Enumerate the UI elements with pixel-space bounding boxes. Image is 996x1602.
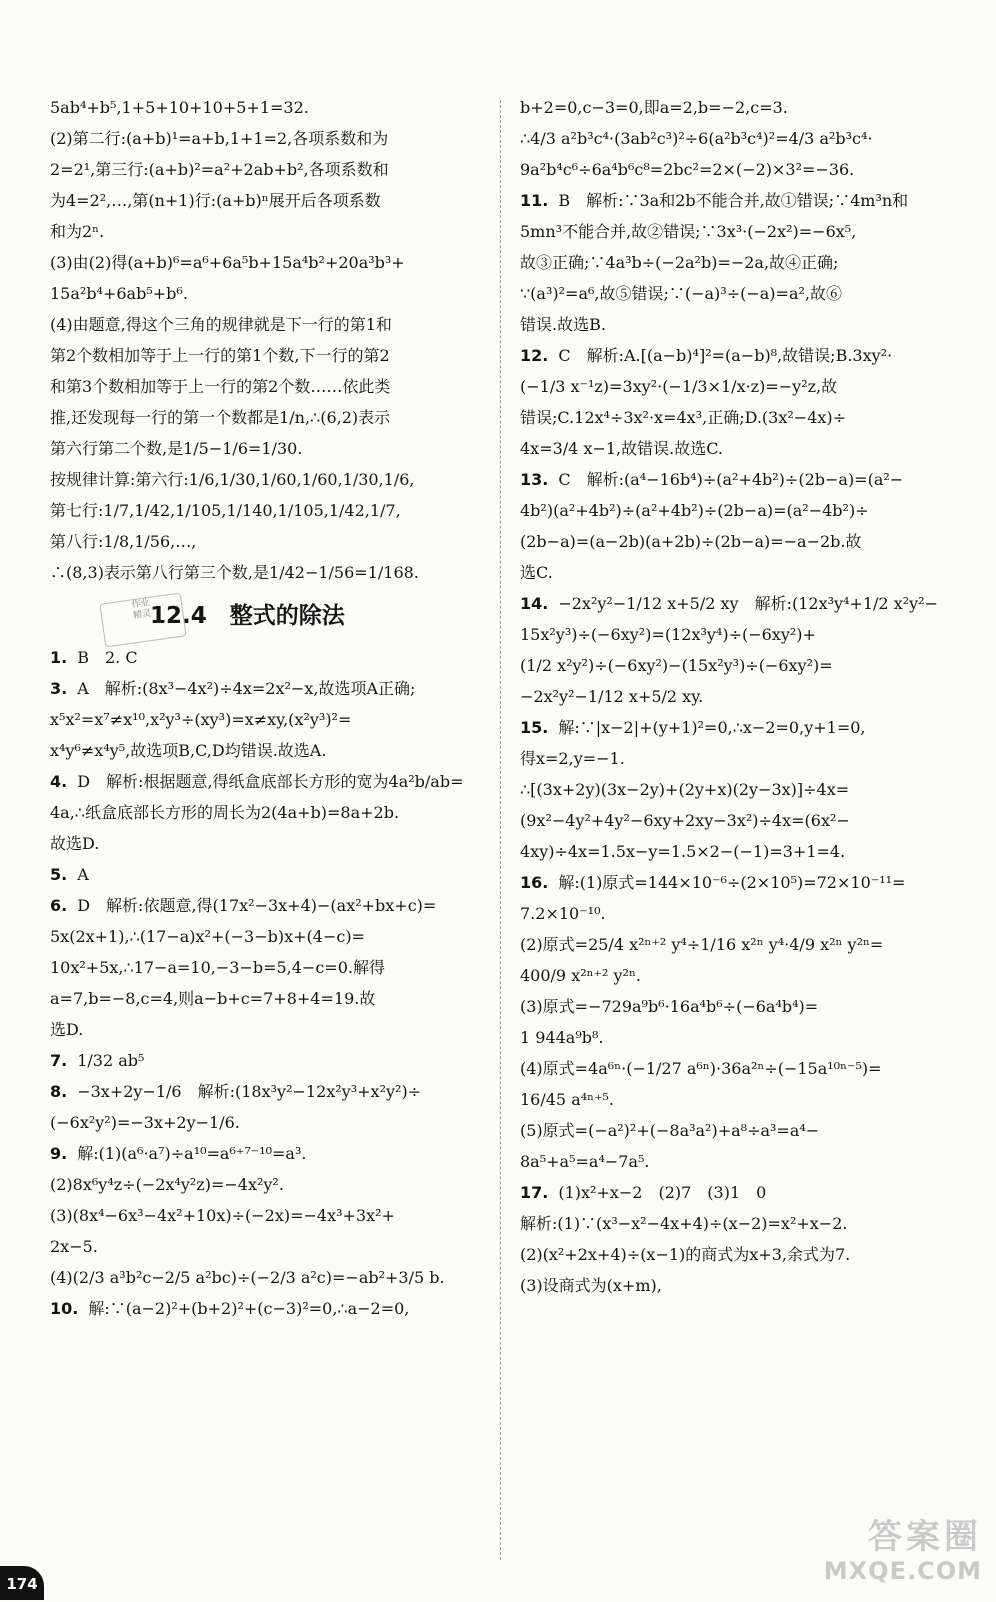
answer-first-line — [50, 766, 488, 797]
section-title: 12.4 整式的除法 — [150, 603, 345, 629]
question-number: 15. — [520, 718, 549, 737]
answer-text: A 解析:(8x³−4x²)÷4x=2x²−x,故选项A正确; — [77, 679, 416, 698]
answer-text: x⁴y⁶≠x⁴y⁵,故选项B,C,D均错误.故选A. — [50, 741, 327, 760]
answer-text: 解:∵(a−2)²+(b+2)²+(c−3)²=0,∴a−2=0, — [88, 1299, 410, 1318]
answer-text: −3x+2y−1/6 解析:(18x³y²−12x²y³+x²y²)÷ — [77, 1082, 422, 1101]
text-line: 和第3个数相加等于上一行的第2个数……依此类 — [50, 377, 391, 396]
answer-text: A — [77, 865, 89, 884]
continuation-block — [520, 92, 968, 185]
answer-text: 2x−5. — [50, 1237, 98, 1256]
text-line: 5ab⁴+b⁵,1+5+10+10+5+1=32. — [50, 98, 309, 117]
answer-item — [520, 1177, 968, 1301]
answer-text: ∵(a³)²=a⁶,故⑤错误;∵(−a)³÷(−a)=a²,故⑥ — [520, 284, 842, 303]
answer-text: x⁵x²=x⁷≠x¹⁰,x²y³÷(xy³)=x≠xy,(x²y³)²= — [50, 710, 352, 729]
answer-text: 得x=2,y=−1. — [520, 749, 625, 768]
text-line: 推,还发现每一行的第一个数都是1/n,∴(6,2)表示 — [50, 408, 391, 427]
answer-text: 选D. — [50, 1020, 84, 1039]
answer-text: 故选D. — [50, 834, 100, 853]
text-line: (3)由(2)得(a+b)⁶=a⁶+6a⁵b+15a⁴b²+20a³b³+ — [50, 253, 405, 272]
text-line: ∴4/3 a²b³c⁴·(3ab²c³)²÷6(a²b³c⁴)²=4/3 a²b³c⁴· — [520, 129, 873, 148]
question-number: 14. — [520, 594, 549, 613]
answer-item — [520, 340, 968, 464]
answer-text: (−1/3 x⁻¹z)=3xy²·(−1/3×1/x·z)=−y²z,故 — [520, 377, 838, 396]
answer-text: 4b²)(a²+4b²)÷(a²+4b²)÷(2b−a)=(a²−4b²)÷ — [520, 501, 869, 520]
answer-first-line — [520, 588, 968, 619]
answer-text: B 解析:∵3a和2b不能合并,故①错误;∵4m³n和 — [558, 191, 909, 210]
answer-text: 4xy)÷4x=1.5x−y=1.5×2−(−1)=3+1=4. — [520, 842, 846, 861]
answer-text: 5x(2x+1),∴(17−a)x²+(−3−b)x+(4−c)= — [50, 927, 365, 946]
answer-item — [520, 185, 968, 340]
answer-first-line — [50, 1045, 488, 1076]
answer-text: (4)(2/3 a³b²c−2/5 a²bc)÷(−2/3 a²c)=−ab²+3/5 b. — [50, 1268, 445, 1287]
answer-text: D 解析:根据题意,得纸盒底部长方形的宽为4a²b/ab= — [77, 772, 464, 791]
answer-text: 错误.故选B. — [520, 315, 606, 334]
answer-text: 解:∵|x−2|+(y+1)²=0,∴x−2=0,y+1=0, — [558, 718, 866, 737]
answer-item — [50, 859, 488, 890]
answer-text: 4x=3/4 x−1,故错误.故选C. — [520, 439, 723, 458]
answer-first-line — [520, 867, 968, 898]
answer-text: 解:(1)(a⁶·a⁷)÷a¹⁰=a⁶⁺⁷⁻¹⁰=a³. — [77, 1144, 307, 1163]
answer-text: (3)原式=−729a⁹b⁶·16a⁴b⁶÷(−6a⁴b⁴)= — [520, 997, 819, 1016]
question-number: 10. — [50, 1299, 79, 1318]
answer-item — [50, 642, 488, 673]
answer-text: (3)设商式为(x+m), — [520, 1276, 662, 1295]
answer-first-line — [50, 1076, 488, 1107]
answer-text: C 解析:A.[(a−b)⁴]²=(a−b)⁸,故错误;B.3xy²· — [558, 346, 893, 365]
answer-first-line — [520, 464, 968, 495]
question-number: 6. — [50, 896, 68, 915]
text-line: 按规律计算:第六行:1/6,1/30,1/60,1/60,1/30,1/6, — [50, 470, 415, 489]
answer-text: 故③正确;∵4a³b÷(−2a²b)=−2a,故④正确; — [520, 253, 839, 272]
answer-text: 5mn³不能合并,故②错误;∵3x³·(−2x²)=−6x⁵, — [520, 222, 857, 241]
answer-text: (2b−a)=(a−2b)(a+2b)÷(2b−a)=−a−2b.故 — [520, 532, 862, 551]
answer-item — [50, 1293, 488, 1324]
answer-first-line — [50, 859, 488, 890]
watermark-stamp: 作业 精灵 — [99, 593, 186, 648]
answer-text: 15x²y³)÷(−6xy²)=(12x³y⁴)÷(−6xy²)+ — [520, 625, 816, 644]
answer-item — [50, 890, 488, 1045]
section-heading — [131, 596, 488, 636]
watermark-url: MXQE.COM — [823, 1557, 982, 1585]
answer-text: ∴[(3x+2y)(3x−2y)+(2y+x)(2y−3x)]÷4x= — [520, 780, 850, 799]
question-number: 5. — [50, 865, 68, 884]
answer-text: 16/45 a⁴ⁿ⁺⁵. — [520, 1090, 615, 1109]
answer-first-line — [520, 712, 968, 743]
answer-text: 8a⁵+a⁵=a⁴−7a⁵. — [520, 1152, 650, 1171]
text-line: 第七行:1/7,1/42,1/105,1/140,1/105,1/42,1/7, — [50, 501, 401, 520]
answer-first-line — [50, 673, 488, 704]
watermark-text: 答案圈 — [868, 1517, 982, 1557]
answer-first-line — [50, 1293, 488, 1324]
answer-item — [520, 588, 968, 712]
answer-list-left — [50, 642, 488, 1324]
answer-text: 400/9 x²ⁿ⁺² y²ⁿ. — [520, 966, 641, 985]
continuation-block — [50, 92, 488, 588]
answer-text: (1)x²+x−2 (2)7 (3)1 0 — [558, 1183, 767, 1202]
text-line: 和为2ⁿ. — [50, 222, 105, 241]
answer-item — [50, 1076, 488, 1138]
question-number: 7. — [50, 1051, 68, 1070]
text-line: 为4=2²,…,第(n+1)行:(a+b)ⁿ展开后各项系数 — [50, 191, 381, 210]
page-number: 174 — [0, 1566, 44, 1600]
right-column — [520, 92, 968, 1301]
text-line: (4)由题意,得这个三角的规律就是下一行的第1和 — [50, 315, 392, 334]
question-number: 8. — [50, 1082, 68, 1101]
question-number: 11. — [520, 191, 549, 210]
answer-text: (1/2 x²y²)÷(−6xy²)−(15x²y³)÷(−6xy²)= — [520, 656, 833, 675]
answer-first-line — [50, 642, 488, 673]
answer-text: (3)(8x⁴−6x³−4x²+10x)÷(−2x)=−4x³+3x²+ — [50, 1206, 395, 1225]
answer-text: a=7,b=−8,c=4,则a−b+c=7+8+4=19.故 — [50, 989, 376, 1008]
answer-item — [50, 673, 488, 766]
question-number: 1. — [50, 648, 68, 667]
text-line: 第2个数相加等于上一行的第1个数,下一行的第2 — [50, 346, 390, 365]
answer-text: 1 944a⁹b⁸. — [520, 1028, 604, 1047]
answer-text: −2x²y²−1/12 x+5/2 xy. — [520, 687, 704, 706]
answer-item — [50, 766, 488, 859]
answer-first-line — [520, 185, 968, 216]
answer-text: −2x²y²−1/12 x+5/2 xy 解析:(12x³y⁴+1/2 x²y²− — [558, 594, 938, 613]
text-line: b+2=0,c−3=0,即a=2,b=−2,c=3. — [520, 98, 788, 117]
answer-text: D 解析:依题意,得(17x²−3x+4)−(ax²+bx+c)= — [77, 896, 437, 915]
answer-item — [520, 712, 968, 867]
site-watermark — [823, 1517, 982, 1588]
question-number: 4. — [50, 772, 68, 791]
text-line: (2)第二行:(a+b)¹=a+b,1+1=2,各项系数和为 — [50, 129, 389, 148]
answer-text: 解:(1)原式=144×10⁻⁶÷(2×10⁵)=72×10⁻¹¹= — [558, 873, 906, 892]
answer-text: 4a,∴纸盒底部长方形的周长为2(4a+b)=8a+2b. — [50, 803, 400, 822]
question-number: 17. — [520, 1183, 549, 1202]
text-line: 第六行第二个数,是1/5−1/6=1/30. — [50, 439, 303, 458]
answer-text: (4)原式=4a⁶ⁿ·(−1/27 a⁶ⁿ)·36a²ⁿ÷(−15a¹⁰ⁿ⁻⁵)= — [520, 1059, 882, 1078]
answer-text: (2)(x²+2x+4)÷(x−1)的商式为x+3,余式为7. — [520, 1245, 851, 1264]
text-line: 2=2¹,第三行:(a+b)²=a²+2ab+b²,各项系数和 — [50, 160, 389, 179]
answer-text: (−6x²y²)=−3x+2y−1/6. — [50, 1113, 240, 1132]
answer-text: 10x²+5x,∴17−a=10,−3−b=5,4−c=0.解得 — [50, 958, 385, 977]
text-line: ∴(8,3)表示第八行第三个数,是1/42−1/56=1/168. — [50, 563, 419, 582]
column-divider — [500, 100, 501, 1560]
question-number: 12. — [520, 346, 549, 365]
answer-text: C 解析:(a⁴−16b⁴)÷(a²+4b²)÷(2b−a)=(a²− — [558, 470, 904, 489]
answer-item — [50, 1045, 488, 1076]
answer-text: 选C. — [520, 563, 553, 582]
answer-first-line — [50, 890, 488, 921]
answer-text: 错误;C.12x⁴÷3x²·x=4x³,正确;D.(3x²−4x)÷ — [520, 408, 847, 427]
answer-item — [50, 1138, 488, 1293]
answer-item — [520, 464, 968, 588]
answer-text: B 2. C — [77, 648, 138, 667]
answer-text: 7.2×10⁻¹⁰. — [520, 904, 606, 923]
answer-text: (5)原式=(−a²)²+(−8a³a²)+a⁸÷a³=a⁴− — [520, 1121, 820, 1140]
answer-item — [520, 867, 968, 1177]
text-line: 第八行:1/8,1/56,…, — [50, 532, 197, 551]
answer-text: 1/32 ab⁵ — [77, 1051, 145, 1070]
answer-list-right — [520, 185, 968, 1301]
text-line: 15a²b⁴+6ab⁵+b⁶. — [50, 284, 188, 303]
question-number: 13. — [520, 470, 549, 489]
answer-first-line — [520, 1177, 968, 1208]
answer-first-line — [520, 340, 968, 371]
answer-first-line — [50, 1138, 488, 1169]
question-number: 3. — [50, 679, 68, 698]
question-number: 16. — [520, 873, 549, 892]
answer-text: (2)8x⁶y⁴z÷(−2x⁴y²z)=−4x²y². — [50, 1175, 284, 1194]
answer-text: 解析:(1)∵(x³−x²−4x+4)÷(x−2)=x²+x−2. — [520, 1214, 848, 1233]
question-number: 9. — [50, 1144, 68, 1163]
answer-text: (2)原式=25/4 x²ⁿ⁺² y⁴÷1/16 x²ⁿ y⁴·4/9 x²ⁿ y²ⁿ= — [520, 935, 884, 954]
answer-text: (9x²−4y²+4y²−6xy+2xy−3x²)÷4x=(6x²− — [520, 811, 850, 830]
text-line: 9a²b⁴c⁶÷6a⁴b⁶c⁸=2bc²=2×(−2)×3²=−36. — [520, 160, 855, 179]
left-column — [50, 92, 488, 1324]
